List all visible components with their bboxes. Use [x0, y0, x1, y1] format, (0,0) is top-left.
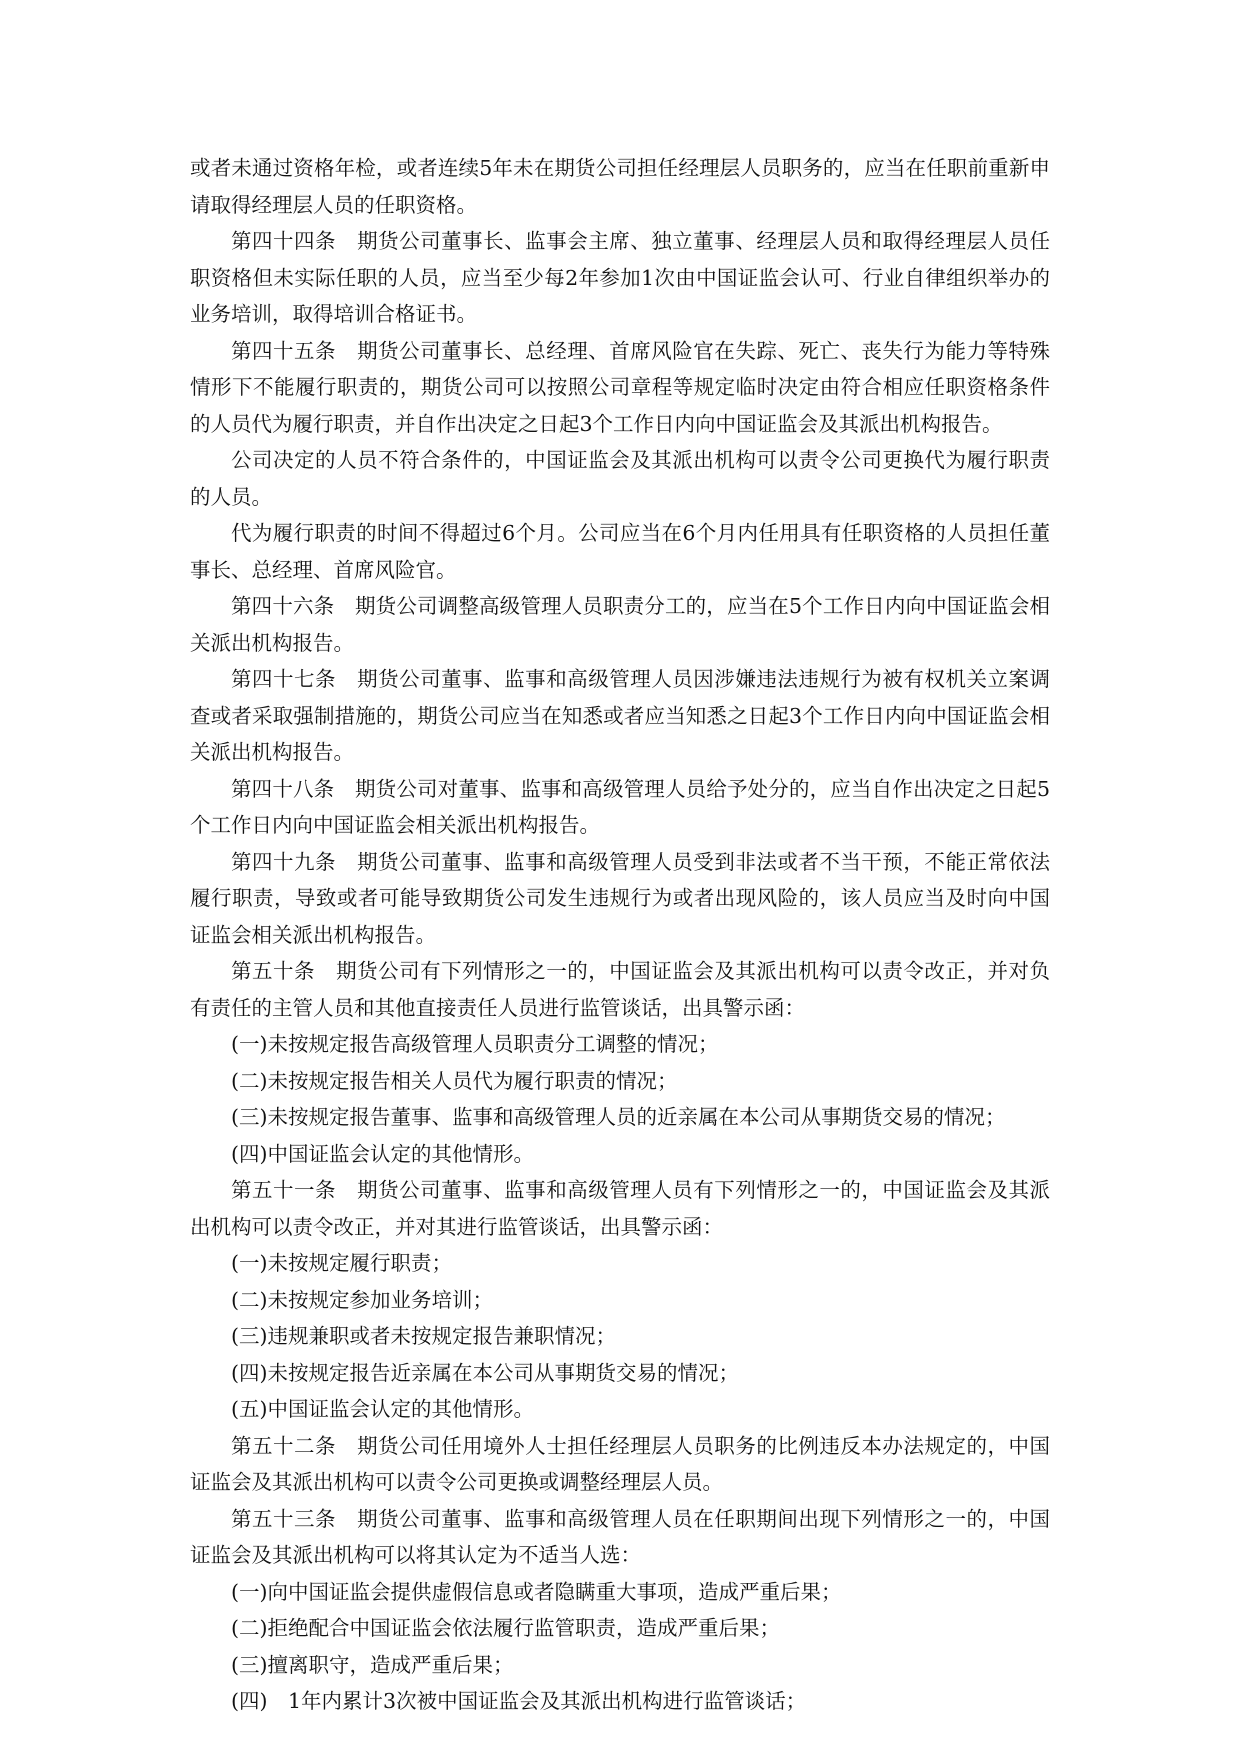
article-50-item-2: (二)未按规定报告相关人员代为履行职责的情况； — [231, 1068, 678, 1093]
article-51-item-2: (二)未按规定参加业务培训； — [231, 1287, 493, 1312]
article-45: 第四十五条 期货公司董事长、总经理、首席风险官在失踪、死亡、丧失行为能力等特殊情形下不能履行职责的，期货公司可以按照公司章程等规定临时决定由符合相应任职资格条件的人员代为履行职责，并自作出决定之日起3个工作日内向中国证监会及其派出机构报告。 — [190, 338, 1050, 436]
article-51-item-5: (五)中国证监会认定的其他情形。 — [231, 1397, 534, 1421]
paragraph-continuation: 或者未通过资格年检，或者连续5年未在期货公司担任经理层人员职务的，应当在任职前重新申请取得经理层人员的任职资格。 — [190, 156, 1050, 217]
article-44: 第四十四条 期货公司董事长、监事会主席、独立董事、经理层人员和取得经理层人员任职资格但未实际任职的人员，应当至少每2年参加1次由中国证监会认可、行业自律组织举办的业务培训，取得培训合格证书。 — [190, 229, 1050, 326]
document-page — [190, 150, 1050, 1720]
article-53: 第五十三条 期货公司董事、监事和高级管理人员在任职期间出现下列情形之一的，中国证监会及其派出机构可以将其认定为不适当人选： — [190, 1506, 1050, 1567]
article-52: 第五十二条 期货公司任用境外人士担任经理层人员职务的比例违反本办法规定的，中国证监会及其派出机构可以责令公司更换或调整经理层人员。 — [190, 1433, 1050, 1494]
article-47: 第四十七条 期货公司董事、监事和高级管理人员因涉嫌违法违规行为被有权机关立案调查或者采取强制措施的，期货公司应当在知悉或者应当知悉之日起3个工作日内向中国证监会相关派出机构报告。 — [190, 667, 1050, 764]
article-48: 第四十八条 期货公司对董事、监事和高级管理人员给予处分的，应当自作出决定之日起5个工作日内向中国证监会相关派出机构报告。 — [190, 776, 1050, 837]
article-51-item-1: (一)未按规定履行职责； — [231, 1251, 452, 1275]
article-49: 第四十九条 期货公司董事、监事和高级管理人员受到非法或者不当干预，不能正常依法履行职责，导致或者可能导致期货公司发生违规行为或者出现风险的，该人员应当及时向中国证监会相关派出机构报告。 — [190, 849, 1050, 947]
article-46: 第四十六条 期货公司调整高级管理人员职责分工的，应当在5个工作日内向中国证监会相关派出机构报告。 — [190, 594, 1050, 655]
article-51-item-3: (三)违规兼职或者未按规定报告兼职情况； — [231, 1324, 616, 1348]
article-53-item-1: (一)向中国证监会提供虚假信息或者隐瞒重大事项，造成严重后果； — [231, 1579, 842, 1604]
article-53-item-4: (四) 1年内累计3次被中国证监会及其派出机构进行监管谈话； — [231, 1689, 807, 1713]
article-50: 第五十条 期货公司有下列情形之一的，中国证监会及其派出机构可以责令改正，并对负有责任的主管人员和其他直接责任人员进行监管谈话，出具警示函： — [190, 959, 1050, 1020]
article-51: 第五十一条 期货公司董事、监事和高级管理人员有下列情形之一的，中国证监会及其派出机构可以责令改正，并对其进行监管谈话，出具警示函： — [190, 1178, 1050, 1239]
article-53-item-3: (三)擅离职守，造成严重后果； — [231, 1652, 514, 1677]
article-45-para-2: 公司决定的人员不符合条件的，中国证监会及其派出机构可以责令公司更换代为履行职责的人员。 — [190, 448, 1050, 509]
article-50-item-3: (三)未按规定报告董事、监事和高级管理人员的近亲属在本公司从事期货交易的情况； — [231, 1105, 1006, 1129]
article-50-item-1: (一)未按规定报告高级管理人员职责分工调整的情况； — [231, 1032, 719, 1056]
article-51-item-4: (四)未按规定报告近亲属在本公司从事期货交易的情况； — [231, 1360, 739, 1385]
article-53-item-2: (二)拒绝配合中国证监会依法履行监管职责，造成严重后果； — [231, 1616, 780, 1640]
article-50-item-4: (四)中国证监会认定的其他情形。 — [231, 1141, 534, 1166]
article-45-para-3: 代为履行职责的时间不得超过6个月。公司应当在6个月内任用具有任职资格的人员担任董事长、总经理、首席风险官。 — [190, 521, 1050, 582]
